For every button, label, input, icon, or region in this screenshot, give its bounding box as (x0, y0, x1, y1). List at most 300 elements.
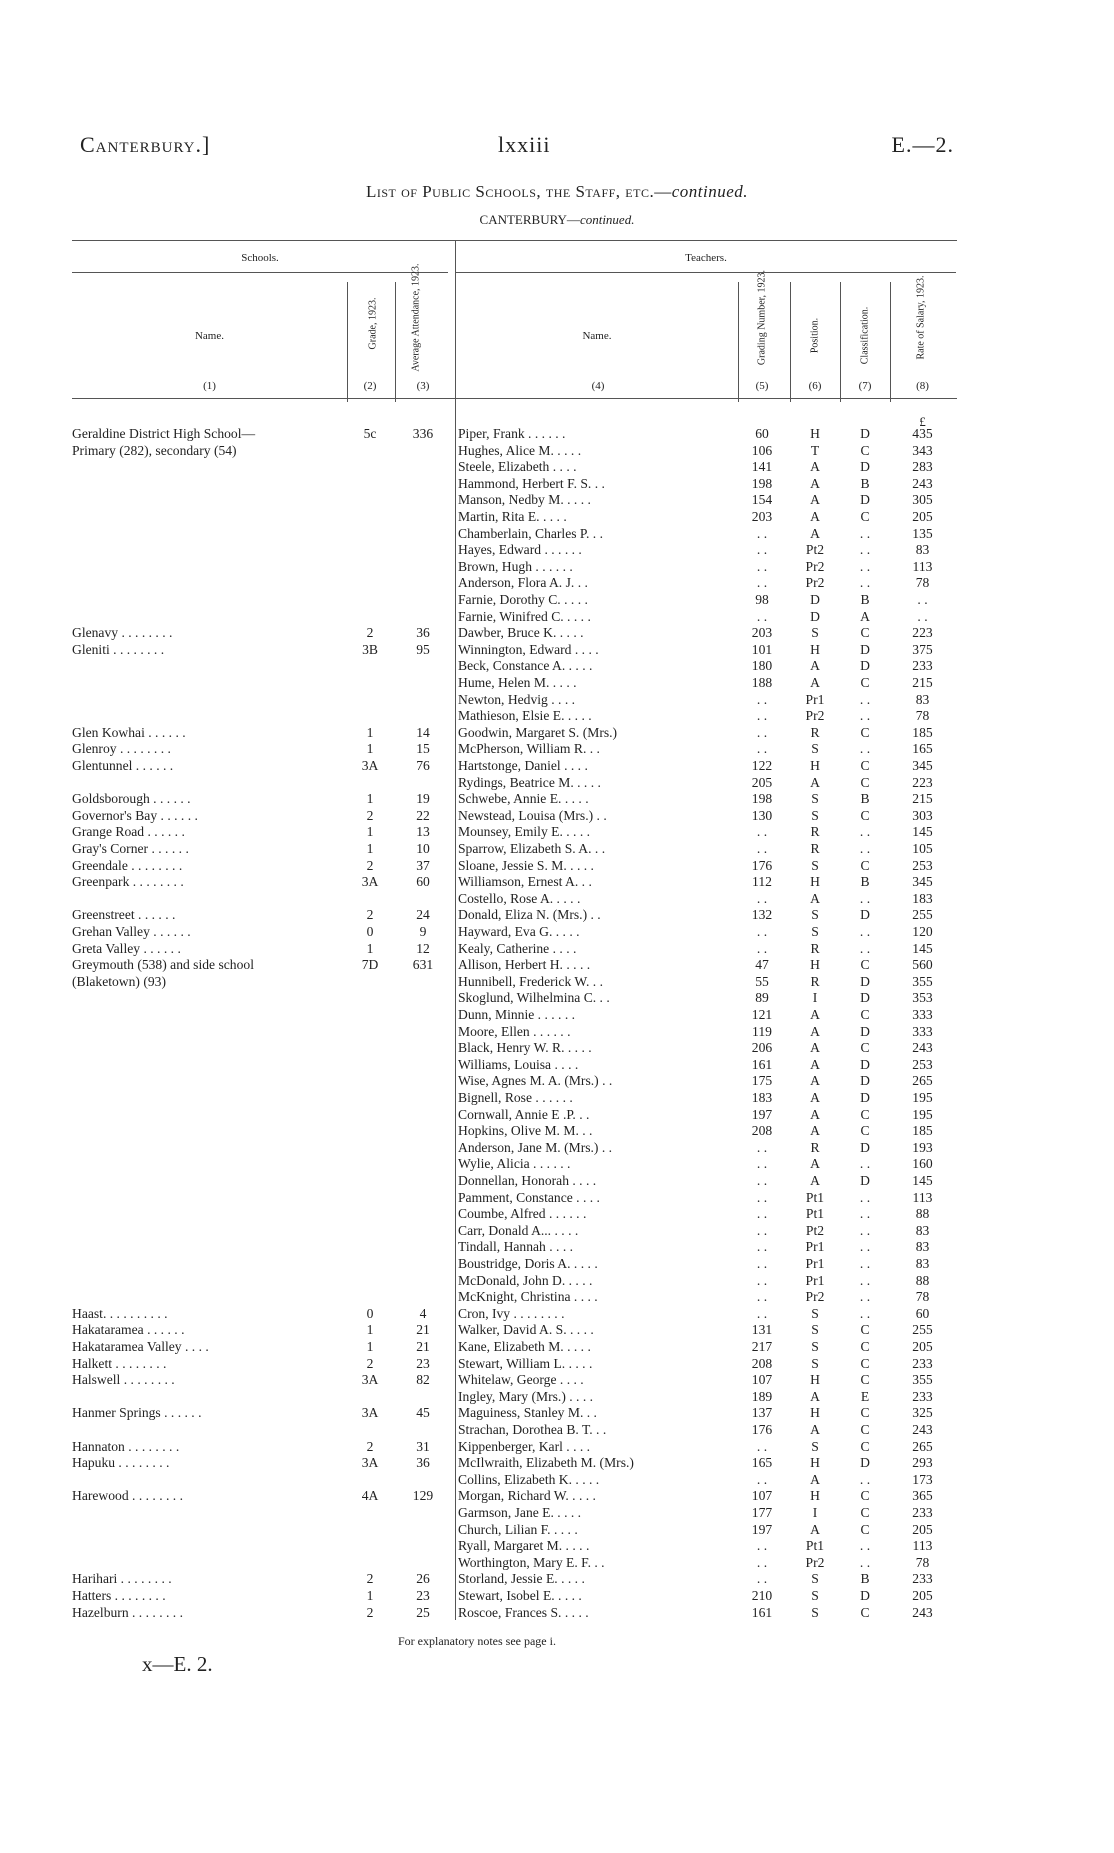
table-row (0, 1522, 1114, 1538)
attendance-cell: 12 (416, 940, 430, 956)
school-name-cell: Harihari . . . . . . . . (72, 1571, 172, 1587)
position-cell: H (810, 1405, 820, 1421)
salary-cell: 255 (912, 907, 933, 923)
teacher-name-cell: Hammond, Herbert F. S. . . (458, 475, 605, 491)
table-row (0, 824, 1114, 840)
table-top-rule (72, 240, 957, 241)
position-cell: R (810, 824, 820, 840)
classification-cell: C (860, 1422, 870, 1437)
group-rule-teachers (456, 272, 956, 273)
col-header-salary: Rate of Salary, 1923. (915, 275, 927, 360)
teacher-name-cell: Mounsey, Emily E. . . . . (458, 824, 591, 840)
school-name-cell: Glentunnel . . . . . . (72, 758, 174, 773)
classification-cell: . . (859, 1222, 871, 1238)
position-cell: Pr2 (805, 575, 825, 591)
school-name-cell: Greta Valley . . . . . . (72, 940, 181, 956)
classification-cell: . . (859, 1239, 871, 1255)
classification-cell: . . (859, 708, 871, 724)
grading-number-cell: . . (756, 575, 768, 591)
teacher-name-cell: Donnellan, Honorah . . . . (458, 1173, 597, 1188)
classification-cell: C (860, 957, 870, 973)
grade-cell: 1 (366, 940, 374, 956)
position-cell: A (810, 1156, 820, 1172)
teacher-name-cell: Garmson, Jane E. . . . . (458, 1505, 582, 1520)
classification-cell: D (860, 658, 870, 674)
classification-cell: . . (859, 1538, 871, 1554)
teacher-name-cell: McPherson, William R. . . (458, 741, 600, 757)
grade-cell: 3A (361, 874, 379, 890)
salary-cell: 255 (912, 1322, 933, 1338)
position-cell: A (810, 1073, 820, 1089)
salary-cell: 120 (912, 924, 933, 939)
position-cell: H (810, 641, 820, 657)
table-row (0, 692, 1114, 708)
teacher-name-cell: Cornwall, Annie E .P. . . (458, 1106, 590, 1122)
classification-cell: . . (859, 1305, 871, 1321)
teacher-name-cell: Cron, Ivy . . . . . . . . (458, 1305, 565, 1321)
salary-cell: 253 (912, 857, 933, 873)
table-row (0, 1123, 1114, 1139)
group-header-teachers: Teachers. (685, 252, 727, 264)
table-row (0, 1488, 1114, 1504)
salary-cell: 205 (912, 1521, 933, 1537)
classification-cell: B (860, 1571, 870, 1587)
table-row (0, 1455, 1114, 1471)
teacher-name-cell: Stewart, William L. . . . . (458, 1355, 593, 1371)
grade-cell: 7D (361, 957, 379, 973)
table-row (0, 1405, 1114, 1421)
grading-number-cell: . . (756, 724, 768, 740)
salary-cell: 435 (912, 426, 933, 441)
teacher-name-cell: Winnington, Edward . . . . (458, 641, 599, 657)
position-cell: A (810, 1106, 820, 1122)
page-subtitle (0, 212, 1114, 228)
position-cell: H (810, 1455, 820, 1471)
school-name-cell: Greendale . . . . . . . . (72, 857, 183, 873)
teacher-name-cell: Collins, Elizabeth K. . . . . (458, 1471, 600, 1487)
classification-cell: . . (859, 1189, 871, 1205)
classification-cell: A (860, 608, 870, 624)
position-cell: Pt1 (805, 1189, 825, 1205)
header-bottom-rule (72, 398, 957, 399)
teacher-name-cell: Williams, Louisa . . . . (458, 1056, 579, 1072)
teacher-name-cell: Farnie, Winifred C. . . . . (458, 608, 591, 624)
table-row (0, 1372, 1114, 1388)
classification-cell: B (860, 791, 870, 807)
teacher-name-cell: Pamment, Constance . . . . (458, 1189, 600, 1205)
table-row (0, 642, 1114, 658)
grading-number-cell: 98 (755, 592, 769, 607)
grading-number-cell: . . (756, 525, 768, 541)
grading-number-cell: 197 (751, 1521, 773, 1537)
grading-number-cell: . . (756, 1206, 768, 1222)
position-cell: A (810, 1123, 820, 1139)
position-cell: H (810, 426, 820, 441)
salary-cell: 165 (912, 741, 933, 757)
classification-cell: C (860, 807, 870, 823)
table-row (0, 459, 1114, 475)
col-number: (3) (416, 380, 430, 392)
classification-cell: C (860, 509, 870, 524)
salary-cell: 195 (912, 1090, 933, 1105)
position-cell: A (810, 475, 820, 491)
position-cell: R (810, 1139, 820, 1155)
classification-cell: D (860, 1173, 870, 1188)
teacher-name-cell: Anderson, Flora A. J. . . (458, 575, 588, 591)
teacher-name-cell: Boustridge, Doris A. . . . . (458, 1256, 598, 1271)
attendance-cell: 23 (416, 1588, 430, 1603)
grading-number-cell: 137 (751, 1405, 773, 1421)
attendance-cell: 36 (416, 1455, 430, 1471)
position-cell: A (810, 1007, 820, 1022)
salary-cell: 303 (912, 807, 933, 823)
salary-cell: 333 (912, 1023, 933, 1039)
position-cell: H (810, 874, 820, 890)
school-name-cell: Halkett . . . . . . . . (72, 1355, 167, 1371)
table-row (0, 1007, 1114, 1023)
col-header-classification: Classification. (859, 306, 871, 365)
position-cell: A (810, 1521, 820, 1537)
attendance-cell: 19 (416, 791, 430, 807)
classification-cell: . . (859, 1272, 871, 1288)
table-row (0, 1173, 1114, 1189)
grading-number-cell: 197 (751, 1106, 773, 1122)
salary-cell: 83 (915, 542, 930, 558)
salary-cell: 113 (912, 558, 933, 574)
attendance-cell: 129 (412, 1488, 434, 1504)
attendance-cell: 95 (416, 641, 430, 657)
salary-cell: 145 (912, 1173, 933, 1188)
grading-number-cell: . . (756, 558, 768, 574)
classification-cell: . . (859, 1206, 871, 1222)
grading-number-cell: 203 (751, 625, 773, 641)
table-row (0, 1389, 1114, 1405)
teacher-name-cell: Coumbe, Alfred . . . . . . (458, 1206, 587, 1222)
position-cell: R (810, 724, 820, 740)
grading-number-cell: . . (756, 1571, 768, 1587)
position-cell: Pr2 (805, 1289, 825, 1305)
table-row (0, 974, 1114, 990)
attendance-cell: 22 (416, 807, 430, 823)
grading-number-cell: 60 (755, 426, 769, 441)
position-cell: Pt2 (805, 1222, 825, 1238)
teacher-name-cell: Strachan, Dorothea B. T. . . (458, 1422, 607, 1437)
table-row (0, 1107, 1114, 1123)
salary-cell: 78 (915, 1554, 930, 1570)
col-number: (4) (591, 380, 605, 392)
school-name-cell: Governor's Bay . . . . . . (72, 807, 198, 823)
teacher-name-cell: Whitelaw, George . . . . (458, 1372, 584, 1388)
grading-number-cell: 161 (751, 1604, 773, 1620)
classification-cell: C (860, 625, 870, 641)
school-name-cell: Halswell . . . . . . . . (72, 1372, 175, 1388)
school-name-cell: (Blaketown) (93) (72, 973, 166, 989)
table-row (0, 990, 1114, 1006)
salary-cell: 375 (912, 641, 933, 657)
grading-number-cell: 47 (755, 957, 769, 973)
grading-number-cell: 208 (751, 1355, 773, 1371)
col-header-grade: Grade, 1923. (367, 297, 379, 350)
grading-number-cell: 198 (751, 791, 773, 807)
grading-number-cell: 206 (751, 1040, 773, 1056)
attendance-cell: 4 (419, 1305, 427, 1321)
position-cell: A (810, 1471, 820, 1487)
table-row (0, 592, 1114, 608)
salary-cell: 113 (912, 1189, 933, 1205)
teacher-name-cell: Hopkins, Olive M. M. . . (458, 1123, 593, 1139)
grading-number-cell: . . (756, 1471, 768, 1487)
grading-number-cell: 141 (751, 459, 773, 475)
subtitle-main: CANTERBURY— (479, 212, 580, 227)
title-main: List of Public Schools, the Staff, etc.— (365, 182, 672, 201)
grade-cell: 2 (366, 625, 374, 641)
classification-cell: . . (859, 691, 871, 707)
school-name-cell: Geraldine District High School— (72, 426, 256, 441)
position-cell: R (810, 841, 820, 856)
col-sep (395, 282, 396, 402)
teacher-name-cell: Chamberlain, Charles P. . . (458, 525, 603, 541)
table-row (0, 1057, 1114, 1073)
salary-cell: 78 (915, 1289, 930, 1305)
classification-cell: . . (859, 1471, 871, 1487)
table-row (0, 957, 1114, 973)
col-header-grading: Grading Number, 1923. (756, 269, 768, 366)
salary-cell: 243 (912, 475, 933, 491)
grade-cell: 1 (366, 741, 374, 757)
school-name-cell: Harewood . . . . . . . . (72, 1488, 183, 1504)
salary-cell: 345 (912, 874, 933, 890)
grade-cell: 4A (361, 1488, 379, 1504)
school-name-cell: Gleniti . . . . . . . . (72, 641, 165, 657)
salary-cell: 60 (915, 1305, 930, 1321)
table-row (0, 625, 1114, 641)
position-cell: H (810, 758, 820, 773)
salary-cell: 345 (912, 758, 933, 773)
school-name-cell: Hanmer Springs . . . . . . (72, 1405, 202, 1421)
table-row (0, 1571, 1114, 1587)
table-row (0, 924, 1114, 940)
salary-cell: 78 (915, 575, 930, 591)
school-name-cell: Greenpark . . . . . . . . (72, 874, 184, 890)
school-name-cell: Hakataramea . . . . . . (72, 1322, 185, 1338)
col-header-teacher-name: Name. (582, 330, 612, 342)
school-name-cell: Hazelburn . . . . . . . . (72, 1604, 183, 1620)
grade-cell: 1 (366, 1339, 374, 1354)
teacher-name-cell: Manson, Nedby M. . . . . (458, 492, 591, 508)
grade-cell: 1 (366, 824, 374, 840)
table-row (0, 858, 1114, 874)
grading-number-cell: . . (756, 1554, 768, 1570)
salary-cell: 325 (912, 1405, 933, 1421)
salary-cell: 265 (912, 1073, 933, 1089)
teacher-name-cell: Ryall, Margaret M. . . . . (458, 1538, 590, 1554)
position-cell: Pr1 (805, 1256, 825, 1271)
table-row (0, 509, 1114, 525)
grade-cell: 0 (366, 1305, 374, 1321)
attendance-cell: 82 (416, 1372, 430, 1388)
grade-cell: 2 (366, 857, 374, 873)
col-sep (840, 282, 841, 402)
grading-number-cell: 122 (751, 758, 773, 773)
classification-cell: . . (859, 558, 871, 574)
grading-number-cell: . . (756, 1256, 768, 1271)
classification-cell: . . (859, 841, 871, 856)
grade-cell: 1 (366, 1322, 374, 1338)
table-row (0, 1422, 1114, 1438)
teacher-name-cell: Martin, Rita E. . . . . (458, 509, 567, 524)
salary-cell: 205 (912, 509, 933, 524)
school-name-cell: Hapuku . . . . . . . . (72, 1455, 170, 1471)
teacher-name-cell: Black, Henry W. R. . . . . (458, 1040, 592, 1056)
classification-cell: C (860, 857, 870, 873)
attendance-cell: 336 (412, 426, 434, 441)
table-row (0, 1289, 1114, 1305)
grade-cell: 1 (366, 791, 374, 807)
position-cell: S (811, 807, 819, 823)
table-row (0, 791, 1114, 807)
grading-number-cell: 55 (755, 973, 769, 989)
classification-cell: C (860, 1123, 870, 1139)
attendance-cell: 21 (416, 1339, 430, 1354)
table-row (0, 542, 1114, 558)
classification-cell: C (860, 442, 870, 458)
teacher-name-cell: Church, Lilian F. . . . . (458, 1521, 578, 1537)
table-row (0, 725, 1114, 741)
col-number: (8) (916, 380, 929, 392)
position-cell: A (810, 492, 820, 508)
attendance-cell: 10 (416, 841, 430, 856)
classification-cell: D (860, 907, 870, 923)
classification-cell: . . (859, 940, 871, 956)
teacher-name-cell: Goodwin, Margaret S. (Mrs.) (458, 724, 618, 740)
teacher-name-cell: Williamson, Ernest A. . . (458, 874, 592, 890)
school-name-cell: Hannaton . . . . . . . . (72, 1438, 180, 1454)
table-row (0, 891, 1114, 907)
teacher-name-cell: Hartstonge, Daniel . . . . (458, 758, 588, 773)
position-cell: S (811, 1305, 819, 1321)
classification-cell: C (860, 1007, 870, 1022)
salary-cell: 145 (912, 824, 933, 840)
position-cell: R (810, 940, 820, 956)
teacher-name-cell: Mathieson, Elsie E. . . . . (458, 708, 592, 724)
grade-cell: 1 (366, 1588, 374, 1603)
table-row (0, 874, 1114, 890)
teacher-name-cell: Carr, Donald A... . . . . (458, 1222, 579, 1238)
salary-cell: 233 (912, 1505, 933, 1520)
salary-cell: 113 (912, 1538, 933, 1554)
grading-number-cell: . . (756, 1289, 768, 1305)
grading-number-cell: 177 (751, 1505, 773, 1520)
teacher-name-cell: Costello, Rose A. . . . . (458, 890, 581, 906)
teacher-name-cell: Kippenberger, Karl . . . . (458, 1438, 591, 1454)
salary-cell: 265 (912, 1438, 933, 1454)
position-cell: S (811, 1322, 819, 1338)
salary-cell: . . (917, 592, 928, 607)
position-cell: Pr2 (805, 708, 825, 724)
position-cell: A (810, 459, 820, 475)
col-number: (1) (203, 380, 216, 392)
classification-cell: C (860, 675, 870, 690)
position-cell: A (810, 774, 820, 790)
attendance-cell: 13 (416, 824, 430, 840)
table-row (0, 1090, 1114, 1106)
position-cell: A (810, 675, 820, 690)
col-header-school-name: Name. (194, 330, 224, 342)
teacher-name-cell: Maguiness, Stanley M. . . (458, 1405, 597, 1421)
position-cell: A (810, 658, 820, 674)
teacher-name-cell: Worthington, Mary E. F. . . (458, 1554, 605, 1570)
grading-number-cell: 101 (751, 641, 773, 657)
school-name-cell: Glenroy . . . . . . . . (72, 741, 171, 757)
grading-number-cell: 189 (751, 1388, 773, 1404)
table-row (0, 426, 1114, 442)
position-cell: S (811, 1355, 819, 1371)
teacher-name-cell: Hume, Helen M. . . . . (458, 675, 577, 690)
table-row (0, 758, 1114, 774)
salary-cell: 333 (912, 1007, 933, 1022)
salary-cell: 353 (912, 990, 933, 1006)
school-name-cell: Gray's Corner . . . . . . (72, 841, 189, 856)
teacher-name-cell: Skoglund, Wilhelmina C. . . (458, 990, 610, 1006)
grading-number-cell: . . (756, 824, 768, 840)
table-row (0, 1472, 1114, 1488)
position-cell: A (810, 1173, 820, 1188)
grading-number-cell: 119 (752, 1023, 772, 1039)
position-cell: D (810, 592, 820, 607)
grade-cell: 2 (366, 807, 374, 823)
attendance-cell: 21 (416, 1322, 430, 1338)
grading-number-cell: 217 (751, 1339, 773, 1354)
school-name-cell: Greymouth (538) and side school (72, 957, 254, 973)
grading-number-cell: 107 (751, 1372, 773, 1388)
teacher-name-cell: Moore, Ellen . . . . . . (458, 1023, 571, 1039)
grade-cell: 0 (366, 924, 374, 939)
table-row (0, 476, 1114, 492)
classification-cell: . . (859, 741, 871, 757)
school-name-cell: Glenavy . . . . . . . . (72, 625, 173, 641)
position-cell: A (810, 1056, 820, 1072)
teacher-name-cell: Newstead, Louisa (Mrs.) . . (458, 807, 607, 823)
group-rule-schools (72, 272, 448, 273)
position-cell: Pt1 (805, 1538, 825, 1554)
table-row (0, 1256, 1114, 1272)
grading-number-cell: 176 (751, 1422, 773, 1437)
grading-number-cell: . . (756, 1222, 768, 1238)
table-row (0, 941, 1114, 957)
position-cell: H (810, 1488, 820, 1504)
grading-number-cell: 210 (751, 1588, 773, 1603)
school-name-cell: Glen Kowhai . . . . . . (72, 724, 186, 740)
table-row (0, 1505, 1114, 1521)
col-number: (7) (858, 380, 872, 392)
table-row (0, 559, 1114, 575)
salary-cell: 365 (912, 1488, 933, 1504)
position-cell: S (811, 1604, 819, 1620)
teacher-name-cell: Steele, Elizabeth . . . . (458, 459, 577, 475)
teacher-name-cell: Morgan, Richard W. . . . . (458, 1488, 596, 1504)
salary-cell: 343 (912, 442, 933, 458)
position-cell: Pt2 (805, 542, 825, 558)
grading-number-cell: 183 (751, 1090, 773, 1105)
grading-number-cell: 130 (751, 807, 773, 823)
classification-cell: C (860, 1521, 870, 1537)
table-row (0, 907, 1114, 923)
position-cell: Pt1 (805, 1206, 825, 1222)
grading-number-cell: 89 (755, 990, 769, 1006)
position-cell: A (810, 1388, 820, 1404)
grading-number-cell: . . (756, 1189, 768, 1205)
teacher-name-cell: Kane, Elizabeth M. . . . . (458, 1339, 591, 1354)
